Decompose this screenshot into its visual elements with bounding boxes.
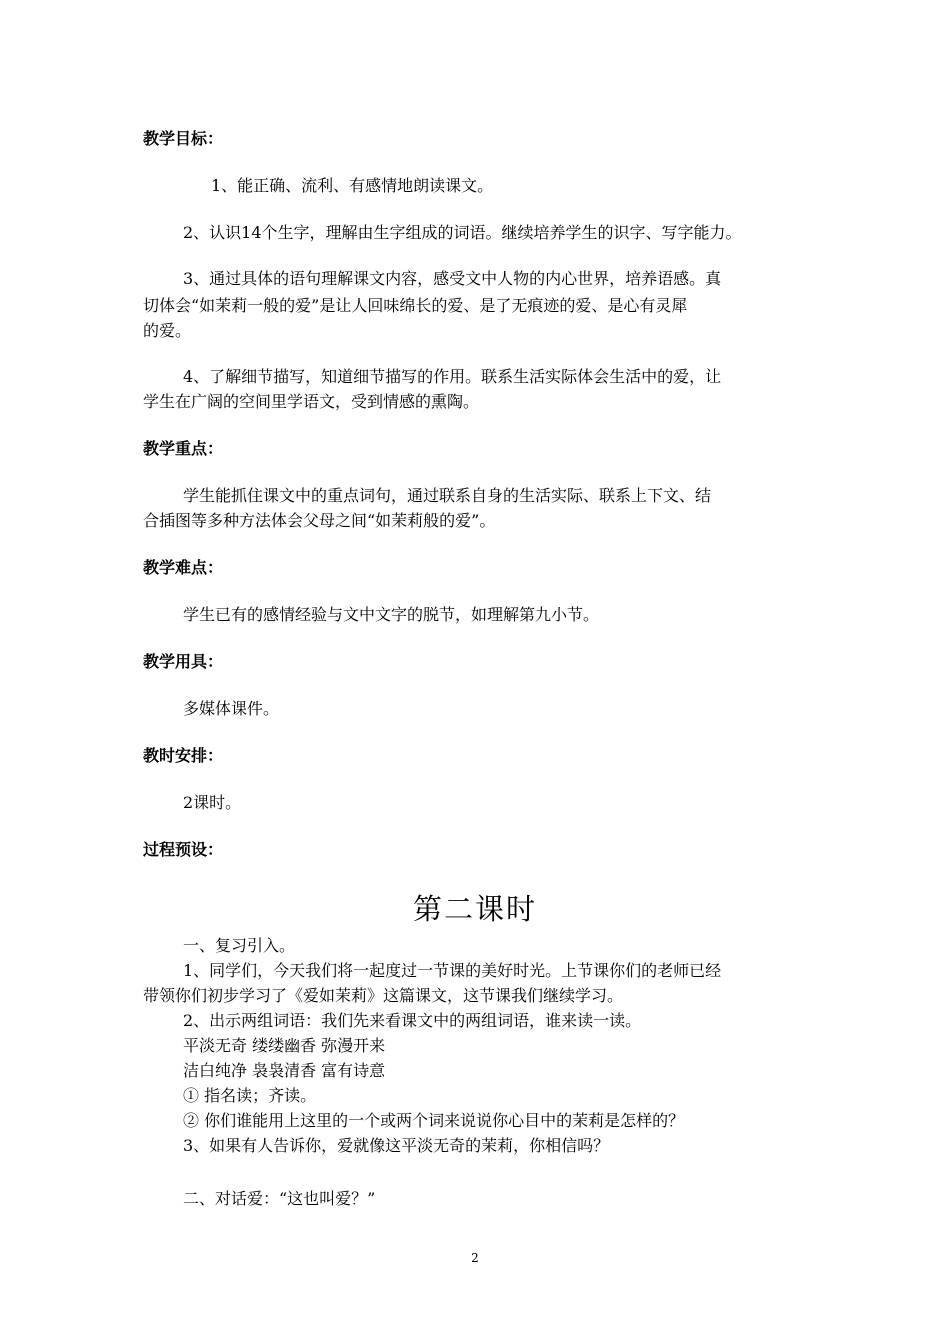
paragraph-2-line-1: 2、出示两组词语：我们先来看课文中的两组词语，谁来读一读。 (183, 1011, 642, 1030)
schedule-line-1: 2课时。 (183, 793, 242, 812)
difficulties-line-1: 学生已有的感情经验与文中文字的脱节，如理解第九小节。 (183, 605, 600, 624)
tools-line-1: 多媒体课件。 (183, 699, 280, 718)
goal-item-3-line-2: 切体会“如茉莉一般的爱”是让人回味绵长的爱、是了无痕迹的爱、是心有灵犀 (143, 296, 688, 315)
goal-item-4-line-1: 4、了解细节描写，知道细节描写的作用。联系生活实际体会生活中的爱，让 (183, 367, 722, 386)
difficulties-heading: 教学难点： (143, 558, 224, 577)
tools-heading: 教学用具： (143, 652, 224, 671)
goal-item-1: 1、能正确、流利、有感情地朗读课文。 (211, 176, 494, 195)
goal-item-4-line-2: 学生在广阔的空间里学语文，受到情感的熏陶。 (143, 392, 480, 411)
paragraph-1-line-1: 1、同学们，今天我们将一起度过一节课的美好时光。上节课你们的老师已经 (183, 961, 722, 980)
goal-item-2: 2、认识14个生字，理解由生字组成的词语。继续培养学生的识字、写字能力。 (183, 223, 742, 242)
word-group-2: 洁白纯净 袅袅清香 富有诗意 (183, 1061, 386, 1080)
schedule-heading: 教时安排： (143, 746, 224, 765)
word-group-1: 平淡无奇 缕缕幽香 弥漫开来 (183, 1036, 386, 1055)
goal-item-3-line-3: 的爱。 (143, 321, 192, 340)
part-2-heading: 二、对话爱：“这也叫爱？” (183, 1189, 376, 1208)
paragraph-3-line-1: 3、如果有人告诉你，爱就像这平淡无奇的茉莉，你相信吗？ (183, 1136, 610, 1155)
key-points-line-1: 学生能抓住课文中的重点词句，通过联系自身的生活实际、联系上下文、结 (183, 486, 712, 505)
key-points-heading: 教学重点： (143, 439, 224, 458)
goals-heading: 教学目标： (143, 129, 224, 148)
process-heading: 过程预设： (143, 840, 224, 859)
goal-item-3-line-1: 3、通过具体的语句理解课文内容，感受文中人物的内心世界，培养语感。真 (183, 269, 722, 288)
lesson-title: 第二课时 (412, 892, 537, 926)
key-points-line-2: 合插图等多种方法体会父母之间“如茉莉般的爱”。 (143, 511, 496, 530)
page-number: 2 (471, 1251, 479, 1265)
activity-1: ① 指名读；齐读。 (183, 1086, 317, 1105)
paragraph-1-line-2: 带领你们初步学习了《爱如茉莉》这篇课文，这节课我们继续学习。 (143, 986, 624, 1005)
activity-2: ② 你们谁能用上这里的一个或两个词来说说你心目中的茉莉是怎样的？ (183, 1111, 685, 1130)
part-1-heading: 一、复习引入。 (183, 936, 296, 955)
